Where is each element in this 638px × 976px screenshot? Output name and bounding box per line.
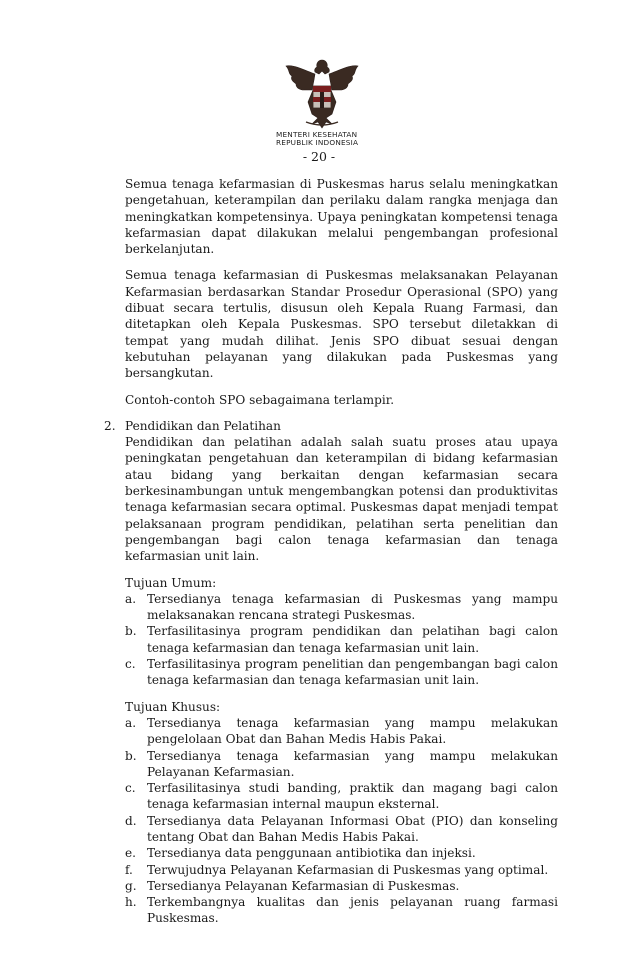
list-item: c. Terfasilitasinya studi banding, praktik dan magang bagi calon tenaga kefarmasian internal maupun eksternal. (125, 781, 558, 812)
ministry-line-1: MENTERI KESEHATAN (276, 130, 358, 139)
list-item: b. Tersedianya tenaga kefarmasian yang mampu melakukan Pelayanan Kefarmasian. (125, 748, 558, 779)
tujuan-umum-heading: Tujuan Umum: (125, 575, 217, 590)
list-item: b. Terfasilitasinya program pendidikan dan pelatihan bagi calon tenaga kefarmasian dan tenaga kefarmasian unit lain. (125, 624, 558, 655)
list-item: g. Tersedianya Pelayanan Kefarmasian di Puskesmas. (125, 878, 460, 893)
list-item: a. Tersedianya tenaga kefarmasian di Puskesmas yang mampu melaksanakan rencana strategi Puskesmas. (125, 591, 558, 623)
ministry-line-2: REPUBLIK INDONESIA (276, 138, 359, 147)
paragraph-competency: Semua tenaga kefarmasian di Puskesmas harus selalu meningkatkan pengetahuan, keterampilan dan perilaku dalam rangka menjaga dan meningkatkan kompetensinya. Upaya peningkatan kompetensi tenaga kefarmasian dapat dilakukan melalui pengembangan profesional berkelanjutan. (125, 177, 558, 257)
list-item: e. Tersedianya data penggunaan antibiotika dan injeksi. (125, 846, 476, 861)
tujuan-umum (104, 575, 558, 591)
list-item: d. Tersedianya data Pelayanan Informasi Obat (PIO) dan konseling tentang Obat dan Bahan Medis Habis Pakai. (125, 813, 558, 844)
section-2-title: Pendidikan dan Pelatihan (125, 418, 281, 433)
list-item: f. Terwujudnya Pelayanan Kefarmasian di Puskesmas yang optimal. (125, 862, 549, 877)
list-item: c. Terfasilitasinya program penelitian dan pengembangan bagi calon tenaga kefarmasian dan tenaga kefarmasian unit lain. (125, 657, 558, 688)
ministry-caption (276, 131, 386, 147)
section-2-text: Pendidikan dan pelatihan adalah salah suatu proses atau upaya peningkatan pengetahuan dan keterampilan di bidang kefarmasian atau bidang yang berkaitan dengan kefarmasian secara berkesinambungan untuk mengembangkan potensi dan produktivitas tenaga kefarmasian secara optimal. Puskesmas dapat menjadi tempat pelaksanaan program pendidikan, pelatihan serta penelitian dan pengembangan bagi calon tenaga kefarmasian dan tenaga kefarmasian unit lain. (125, 435, 558, 564)
section-2-number: 2. (104, 418, 116, 433)
paragraph-spo-examples: Contoh-contoh SPO sebagaimana terlampir. (125, 392, 395, 407)
tujuan-khusus-heading: Tujuan Khusus: (125, 699, 221, 714)
paragraph-spo: Semua tenaga kefarmasian di Puskesmas melaksanakan Pelayanan Kefarmasian berdasarkan Standar Prosedur Operasional (SPO) yang dibuat secara tertulis, disusun oleh Kepala Ruang Farmasi, dan ditetapkan oleh Kepala Puskesmas. SPO tersebut diletakkan di tempat yang mudah dilihat. Jenis SPO dibuat sesuai dengan kebutuhan pelayanan yang dilakukan pada Puskesmas yang bersangkutan. (125, 268, 558, 381)
list-item: a. Tersedianya tenaga kefarmasian yang mampu melakukan pengelolaan Obat dan Bahan Medis Habis Pakai. (125, 715, 558, 747)
document-body (104, 176, 558, 927)
garuda-emblem-icon (282, 56, 362, 130)
list-item: h. Terkembangnya kualitas dan jenis pelayanan ruang farmasi Puskesmas. (125, 895, 558, 926)
page-number: - 20 - (302, 149, 336, 164)
section-2 (104, 418, 558, 565)
tujuan-khusus (104, 699, 558, 715)
